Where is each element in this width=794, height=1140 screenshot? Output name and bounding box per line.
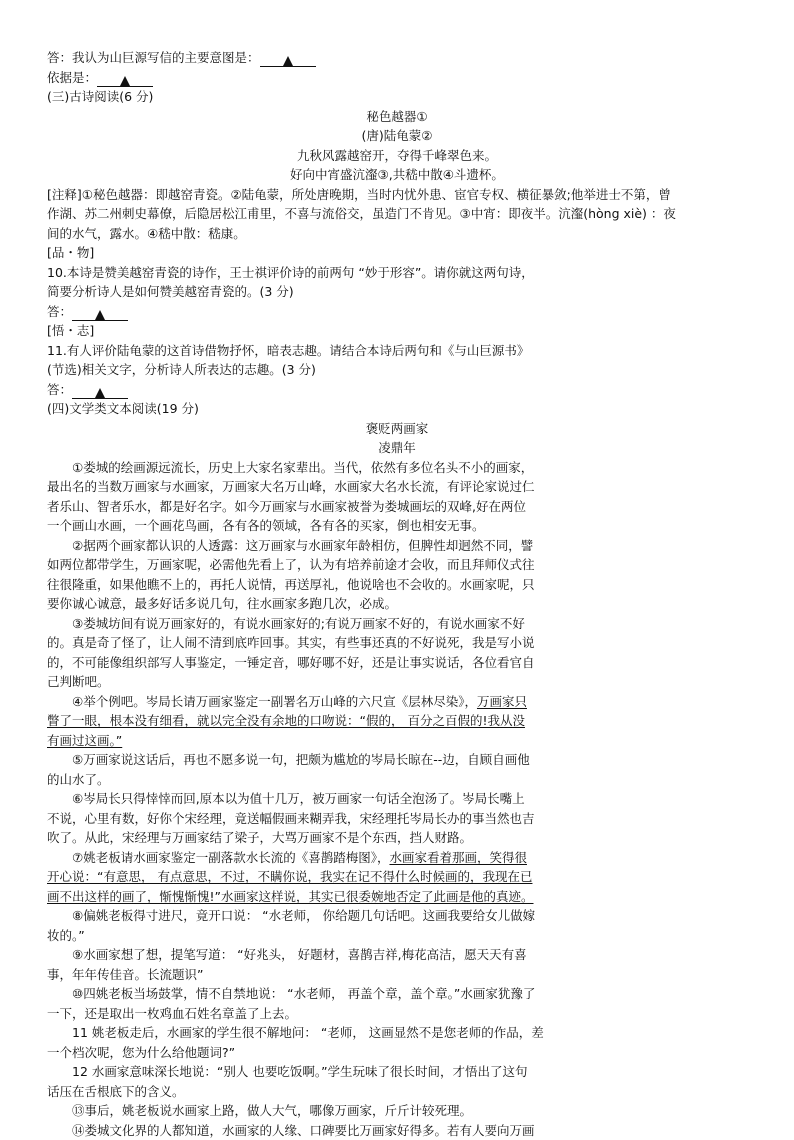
- paragraph-6: [47, 789, 747, 848]
- q11-line: 11.有人评价陆龟蒙的这首诗借物抒怀，暗表志趣。请结合本诗后两句和《与山巨源书》: [47, 341, 747, 361]
- triangle-icon: [95, 388, 105, 398]
- paragraph-line: 者乐山、智者乐水，都是好名字。如今万画家与水画家被誉为娄城画坛的双峰,好在两位: [47, 497, 747, 517]
- paragraph-11: [47, 1023, 747, 1062]
- triangle-icon: [283, 56, 293, 66]
- paragraph-line: 要你诚心诚意，最多好话多说几句，往水画家多跑几次，必成。: [47, 594, 747, 614]
- paragraph-5: [47, 750, 747, 789]
- q9-basis-label: 依据是：: [47, 70, 97, 85]
- triangle-icon: [120, 76, 130, 86]
- q10-answer-line: [47, 302, 747, 322]
- paragraph-line: 的。真是奇了怪了，让人闹不清到底咋回事。其实，有些事还真的不好说死，我是写小说: [47, 633, 747, 653]
- answer-blank[interactable]: [260, 51, 316, 67]
- story-title: 褒贬两画家: [47, 419, 747, 439]
- triangle-icon: [95, 310, 105, 320]
- paragraph-line: ②据两个画家都认识的人透露：这万画家与水画家年龄相仿，但脾性却迥然不同，譬: [47, 536, 747, 556]
- poem-note-line: 作湖、苏二州刺史幕僚，后隐居松江甫里，不喜与流俗交，虽造门不肯见。③中宵：即夜半。沆瀣(hòng xiè) ：夜: [47, 204, 747, 224]
- paragraph-4: [47, 692, 747, 751]
- paragraph-line: 的，不可能像组织部写人事鉴定，一锤定音，哪好哪不好，还是让事实说话，各位看官自: [47, 653, 747, 673]
- answer-blank[interactable]: [72, 305, 128, 321]
- underlined-line: 开心说：“有意思， 有点意思，不过，不瞒你说，我实在记不得什么时候画的，我现在已: [47, 867, 747, 887]
- paragraph-line: ⑨水画家想了想，提笔写道： “好兆头， 好题材，喜鹊吉祥,梅花高洁，愿天天有喜: [47, 945, 747, 965]
- underlined-text: 水画家看着那画，笑得很: [389, 850, 527, 865]
- q9-basis-line: [47, 68, 747, 88]
- paragraph-line: [47, 692, 747, 712]
- poem-line-2: 好向中宵盛沆瀣③,共嵇中散④斗遗杯。: [47, 165, 747, 185]
- paragraph-2: [47, 536, 747, 614]
- poem-note-line: [注释]①秘色越器：即越窑青瓷。②陆龟蒙，所处唐晚期，当时内忧外患、宦官专权、横征暴敛;他举进士不第，曾: [47, 185, 747, 205]
- tag-wu-zhi: [悟・志]: [47, 321, 747, 341]
- paragraph-line: ⑧偏姚老板得寸进尺，竟开口说： “水老师， 你给题几句话吧。这画我要给女儿做嫁: [47, 906, 747, 926]
- paragraph-line: 己判断吧。: [47, 672, 747, 692]
- paragraph-line: 往很隆重，如果他瞧不上的，再托人说情，再送厚礼，他说啥也不会收的。水画家呢，只: [47, 575, 747, 595]
- paragraph-8: [47, 906, 747, 945]
- underlined-line: 瞥了一眼，根本没有细看，就以完全没有余地的口吻说：“假的， 百分之百假的!我从没: [47, 711, 747, 731]
- paragraph-13: ⑬事后，姚老板说水画家上路，做人大气，哪像万画家，斤斤计较死理。: [47, 1101, 747, 1121]
- q11-line: (节选)相关文字，分析诗人所表达的志趣。(3 分): [47, 360, 747, 380]
- poem-line-1: 九秋风露越窑开，夺得千峰翠色来。: [47, 146, 747, 166]
- story-author: 凌鼎年: [47, 438, 747, 458]
- paragraph-line: 11 姚老板走后，水画家的学生很不解地问： “老师， 这画显然不是您老师的作品，差: [47, 1023, 747, 1043]
- paragraph-line: ①娄城的绘画源远流长，历史上大家名家辈出。当代，依然有多位名头不小的画家，: [47, 458, 747, 478]
- paragraph-line: [47, 848, 747, 868]
- paragraph-line: 12 水画家意味深长地说：“别人 也要吃饭啊。”学生玩味了很长时间，才悟出了这句: [47, 1062, 747, 1082]
- paragraph-line: ⑩四姚老板当场鼓掌，情不自禁地说： “水老师， 再盖个章，盖个章。”水画家犹豫了: [47, 984, 747, 1004]
- paragraph-line: 吹了。从此，宋经理与万画家结了梁子，大骂万画家不是个东西，挡人财路。: [47, 828, 747, 848]
- paragraph-line: 不说，心里有数，好你个宋经理，竟送幅假画来糊弄我，宋经理托岑局长办的事当然也吉: [47, 809, 747, 829]
- paragraph-line: 的山水了。: [47, 770, 747, 790]
- answer-label: 答：: [47, 304, 72, 319]
- poem-note-line: 间的水气，露水。④嵇中散：嵇康。: [47, 224, 747, 244]
- paragraph-7: [47, 848, 747, 907]
- paragraph-line: 如两位都带学生，万画家呢，必需他先看上了，认为有培养前途才会收，而且拜师仪式往: [47, 555, 747, 575]
- paragraph-line: ⑥岑局长只得悻悻而回,原本以为值十几万，被万画家一句话全泡汤了。岑局长嘴上: [47, 789, 747, 809]
- paragraph-line: 一个档次呢，您为什么给他题词?”: [47, 1043, 747, 1063]
- paragraph-line: 妆的。”: [47, 926, 747, 946]
- exam-page: [47, 48, 747, 1140]
- paragraph-10: [47, 984, 747, 1023]
- paragraph-line: 话压在舌根底下的含义。: [47, 1082, 747, 1102]
- section3-heading: (三)古诗阅读(6 分): [47, 87, 747, 107]
- paragraph-9: [47, 945, 747, 984]
- section4-heading: (四)文学类文本阅读(19 分): [47, 399, 747, 419]
- paragraph-line: [47, 731, 747, 751]
- q11-answer-line: [47, 380, 747, 400]
- tag-pin-wu: [品・物]: [47, 243, 747, 263]
- q9-answer-label: 答：我认为山巨源写信的主要意图是：: [47, 50, 260, 65]
- paragraph-line: 一下，还是取出一枚鸡血石姓名章盖了上去。: [47, 1004, 747, 1024]
- text-span: ④举个例吧。岑局长请万画家鉴定一副署名万山峰的六尺宣《层林尽染》，: [72, 694, 477, 709]
- q10-line: 简要分析诗人是如何赞美越窑青瓷的。(3 分): [47, 282, 747, 302]
- paragraph-14: ⑭娄城文化界的人都知道，水画家的人缘、口碑要比万画家好得多。若有人要向万画: [47, 1121, 747, 1140]
- paragraph-line: ③娄城坊间有说万画家好的，有说水画家好的;有说万画家不好的，有说水画家不好: [47, 614, 747, 634]
- q9-answer-line: [47, 48, 747, 68]
- poem-author: (唐)陆龟蒙②: [47, 126, 747, 146]
- poem-title: 秘色越器①: [47, 107, 747, 127]
- paragraph-3: [47, 614, 747, 692]
- paragraph-line: 最出名的当数万画家与水画家，万画家大名万山峰，水画家大名水长流，有评论家说过仁: [47, 477, 747, 497]
- paragraph-line: ⑤万画家说这话后，再也不愿多说一句，把颇为尴尬的岑局长晾在--边，自顾自画他: [47, 750, 747, 770]
- answer-blank[interactable]: [97, 71, 153, 87]
- q10-line: 10.本诗是赞美越窑青瓷的诗作，王士祺评价诗的前两句 “妙于形容”。请你就这两句诗，: [47, 263, 747, 283]
- paragraph-1: [47, 458, 747, 536]
- underlined-line: 画不出这样的画了，惭愧惭愧!”水画家这样说，其实已很委婉地否定了此画是他的真迹。: [47, 887, 747, 907]
- underlined-text: 万画家只: [477, 694, 527, 709]
- paragraph-line: 一个画山水画，一个画花鸟画，各有各的领域，各有各的买家，倒也相安无事。: [47, 516, 747, 536]
- answer-label: 答：: [47, 382, 72, 397]
- answer-blank[interactable]: [72, 383, 128, 399]
- underlined-text: 有画过这画。”: [47, 733, 122, 748]
- paragraph-12: [47, 1062, 747, 1101]
- paragraph-line: 事，年年传佳音。长流题识”: [47, 965, 747, 985]
- text-span: ⑦姚老板请水画家鉴定一副落款水长流的《喜鹊踏梅图》，: [72, 850, 389, 865]
